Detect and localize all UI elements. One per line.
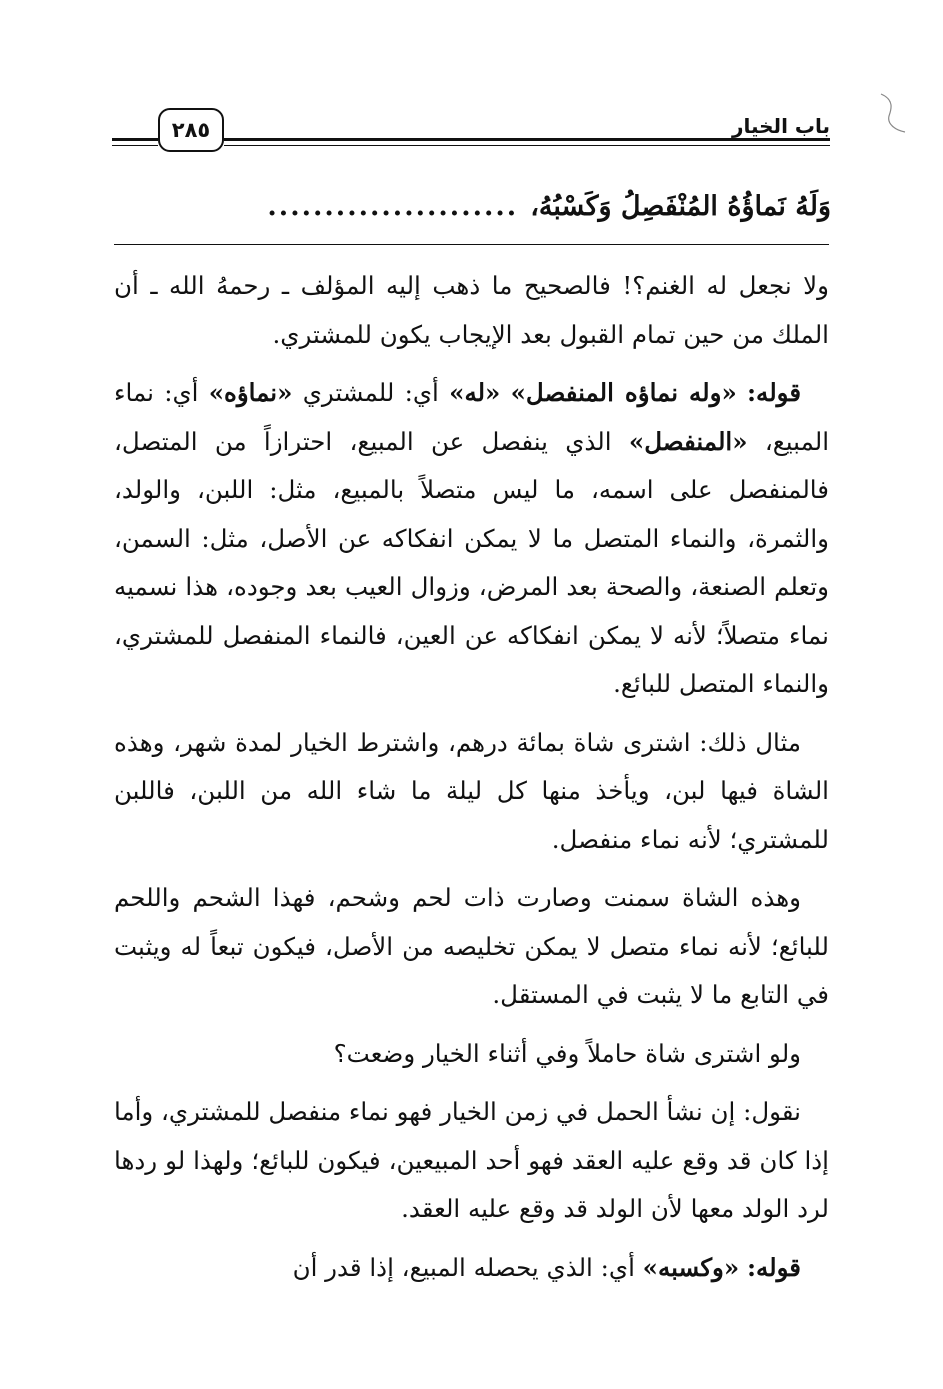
paragraph-7-text: أي: الذي يحصله المبيع، إذا قدر أن [292,1252,635,1282]
paragraph-2-rest-1: أي: نماء المبيع، [114,378,830,456]
paragraph-5: ولو اشترى شاة حاملاً وفي أثناء الخيار وضعت؟ [333,1038,801,1068]
commentary-body [114,262,829,1302]
paragraph-2-mid: أي: للمشتري [302,378,439,407]
page-number: ٢٨٥ [158,108,224,152]
paragraph-2-quote-4: «المنفصل» [628,426,748,456]
paragraph-7 [114,1244,829,1293]
paragraph-2 [114,369,829,709]
running-header [112,108,830,168]
matn-text: وَلَهُ نَماؤُهُ المُنْفَصِلُ وَكَسْبُهُ، [530,190,831,222]
header-rule-right-thin [224,145,830,146]
paragraph-4: وهذه الشاة سمنت وصارت ذات لحم وشحم، فهذا الشحم واللحم للبائع؛ لأنه نماء متصل لا يمكن تخليصه من الأصل، فيكون تبعاً له ويثبت في التابع ما لا يثبت في المستقل. [114,883,829,1009]
paragraph-6: نقول: إن نشأ الحمل في زمن الخيار فهو نماء منفصل للمشتري، وأما إذا كان قد وقع عليه العقد فهو أحد المبيعين، فيكون للبائع؛ ولهذا لو ردها لرد الولد معها لأن الولد قد وقع عليه العقد. [113,1097,829,1223]
paragraph-2-quote-3: «نماؤه» [208,378,293,407]
matn-divider [114,244,829,245]
paragraph-1: ولا نجعل له الغنم؟! فالصحيح ما ذهب إليه المؤلف ـ رحمهُ الله ـ أن الملك من حين تمام القبول بعد الإيجاب يكون للمشتري. [114,271,829,349]
paragraph-7-lead: قوله: [746,1252,801,1282]
paragraph-2-quote-2: «له» [449,378,501,407]
section-title: باب الخيار [731,114,830,138]
paragraph-7-quote-1: «وكسبه» [642,1252,740,1282]
paragraph-2-quote-1: «وله نماؤه المنفصل» [510,378,737,407]
paragraph-3: مثال ذلك: اشترى شاة بمائة درهم، واشترط الخيار لمدة شهر، وهذه الشاة فيها لبن، ويأخذ منها كل ليلة ما شاء الله من اللبن، فاللبن للمشتري؛ لأنه نماء منفصل. [114,727,829,854]
paragraph-2-rest-2: الذي ينفصل عن المبيع، احترازاً من المتصل، فالمنفصل على اسمه، ما ليس متصلاً بالمبيع، مثل: اللبن، والولد، والثمرة، والنماء المتصل ما لا يمكن انفكاكه عن الأصل، مثل: السمن، وتعلم الصنعة، والصحة بعد المرض، وزوال العيب بعد وجوده، هذا نسميه نماء متصلاً؛ لأنه لا يمكن انفكاكه عن العين، فالنماء المنفصل للمشتري، والنماء المتصل للبائع. [114,426,829,698]
header-rule-left-thick [112,138,158,141]
header-rule-left-thin [112,145,158,146]
paragraph-2-lead: قوله: [747,378,802,407]
matn-line [112,184,831,228]
header-rule-right-thick [224,138,830,141]
page-edge-mark [877,92,907,134]
matn-dots: ...................... [267,190,519,222]
